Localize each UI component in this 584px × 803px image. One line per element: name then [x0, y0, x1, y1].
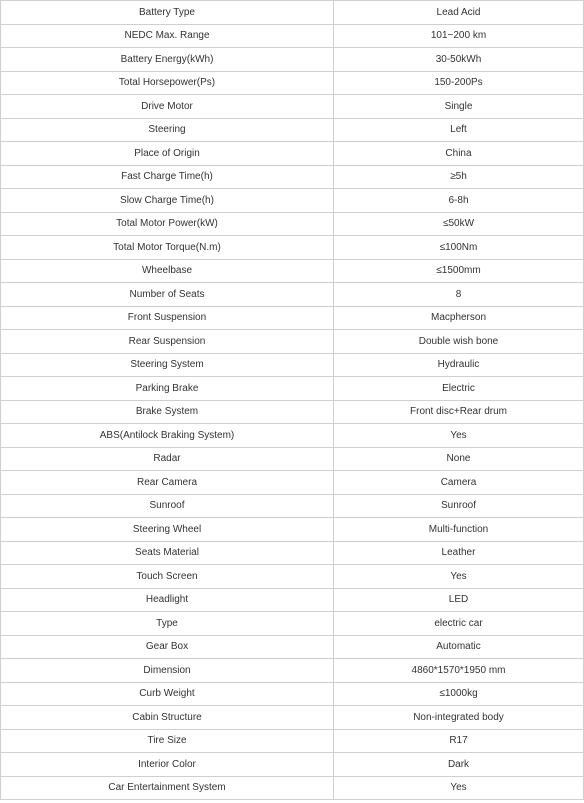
table-row	[1, 48, 584, 72]
table-row	[1, 259, 584, 283]
spec-value: Yes	[334, 565, 584, 589]
spec-value: LED	[334, 588, 584, 612]
spec-name: Total Motor Torque(N.m)	[1, 236, 334, 260]
spec-name: Touch Screen	[1, 565, 334, 589]
spec-name: Total Motor Power(kW)	[1, 212, 334, 236]
table-row	[1, 565, 584, 589]
table-row	[1, 729, 584, 753]
spec-value: 8	[334, 283, 584, 307]
spec-value: Front disc+Rear drum	[334, 400, 584, 424]
table-row	[1, 471, 584, 495]
spec-value: Double wish bone	[334, 330, 584, 354]
spec-name: Interior Color	[1, 753, 334, 777]
table-row	[1, 71, 584, 95]
spec-value: Camera	[334, 471, 584, 495]
spec-value: Left	[334, 118, 584, 142]
spec-name: Steering Wheel	[1, 518, 334, 542]
spec-name: Slow Charge Time(h)	[1, 189, 334, 213]
spec-name: Radar	[1, 447, 334, 471]
table-row	[1, 330, 584, 354]
spec-value: ≥5h	[334, 165, 584, 189]
spec-value: 101~200 km	[334, 24, 584, 48]
table-row	[1, 377, 584, 401]
spec-value: ≤50kW	[334, 212, 584, 236]
spec-value: Multi-function	[334, 518, 584, 542]
spec-name: Rear Suspension	[1, 330, 334, 354]
spec-value: 4860*1570*1950 mm	[334, 659, 584, 683]
spec-value: Yes	[334, 424, 584, 448]
spec-name: Headlight	[1, 588, 334, 612]
spec-name: Sunroof	[1, 494, 334, 518]
table-row	[1, 447, 584, 471]
spec-value: Yes	[334, 776, 584, 800]
table-row	[1, 283, 584, 307]
spec-name: Place of Origin	[1, 142, 334, 166]
spec-name: Rear Camera	[1, 471, 334, 495]
table-row	[1, 212, 584, 236]
spec-name: Curb Weight	[1, 682, 334, 706]
spec-name: Number of Seats	[1, 283, 334, 307]
spec-name: Drive Motor	[1, 95, 334, 119]
spec-value: Lead Acid	[334, 1, 584, 25]
table-row	[1, 165, 584, 189]
table-row	[1, 612, 584, 636]
table-row	[1, 400, 584, 424]
spec-value: 30-50kWh	[334, 48, 584, 72]
spec-name: Battery Energy(kWh)	[1, 48, 334, 72]
spec-name: Tire Size	[1, 729, 334, 753]
table-row	[1, 236, 584, 260]
spec-name: Steering System	[1, 353, 334, 377]
spec-value: Sunroof	[334, 494, 584, 518]
table-row	[1, 353, 584, 377]
spec-value: Dark	[334, 753, 584, 777]
table-row	[1, 189, 584, 213]
table-row	[1, 588, 584, 612]
spec-name: Fast Charge Time(h)	[1, 165, 334, 189]
table-row	[1, 494, 584, 518]
spec-value: Single	[334, 95, 584, 119]
spec-name: Wheelbase	[1, 259, 334, 283]
table-row	[1, 24, 584, 48]
spec-table-body	[1, 1, 584, 800]
spec-name: Total Horsepower(Ps)	[1, 71, 334, 95]
spec-value: ≤100Nm	[334, 236, 584, 260]
spec-value: 6-8h	[334, 189, 584, 213]
table-row	[1, 753, 584, 777]
spec-name: NEDC Max. Range	[1, 24, 334, 48]
spec-value: Automatic	[334, 635, 584, 659]
table-row	[1, 541, 584, 565]
spec-value: None	[334, 447, 584, 471]
table-row	[1, 118, 584, 142]
spec-name: Steering	[1, 118, 334, 142]
table-row	[1, 682, 584, 706]
spec-value: ≤1000kg	[334, 682, 584, 706]
spec-name: Car Entertainment System	[1, 776, 334, 800]
spec-name: Cabin Structure	[1, 706, 334, 730]
table-row	[1, 424, 584, 448]
spec-value: R17	[334, 729, 584, 753]
spec-name: Seats Material	[1, 541, 334, 565]
spec-value: Non-integrated body	[334, 706, 584, 730]
spec-value: Electric	[334, 377, 584, 401]
spec-value: Macpherson	[334, 306, 584, 330]
spec-name: Parking Brake	[1, 377, 334, 401]
spec-name: ABS(Antilock Braking System)	[1, 424, 334, 448]
spec-name: Dimension	[1, 659, 334, 683]
spec-name: Type	[1, 612, 334, 636]
table-row	[1, 518, 584, 542]
spec-value: Hydraulic	[334, 353, 584, 377]
spec-value: China	[334, 142, 584, 166]
spec-name: Front Suspension	[1, 306, 334, 330]
spec-name: Battery Type	[1, 1, 334, 25]
spec-value: Leather	[334, 541, 584, 565]
table-row	[1, 776, 584, 800]
table-row	[1, 635, 584, 659]
table-row	[1, 659, 584, 683]
table-row	[1, 706, 584, 730]
table-row	[1, 1, 584, 25]
spec-name: Gear Box	[1, 635, 334, 659]
spec-value: 150-200Ps	[334, 71, 584, 95]
table-row	[1, 95, 584, 119]
table-row	[1, 306, 584, 330]
spec-value: electric car	[334, 612, 584, 636]
spec-name: Brake System	[1, 400, 334, 424]
spec-value: ≤1500mm	[334, 259, 584, 283]
table-row	[1, 142, 584, 166]
